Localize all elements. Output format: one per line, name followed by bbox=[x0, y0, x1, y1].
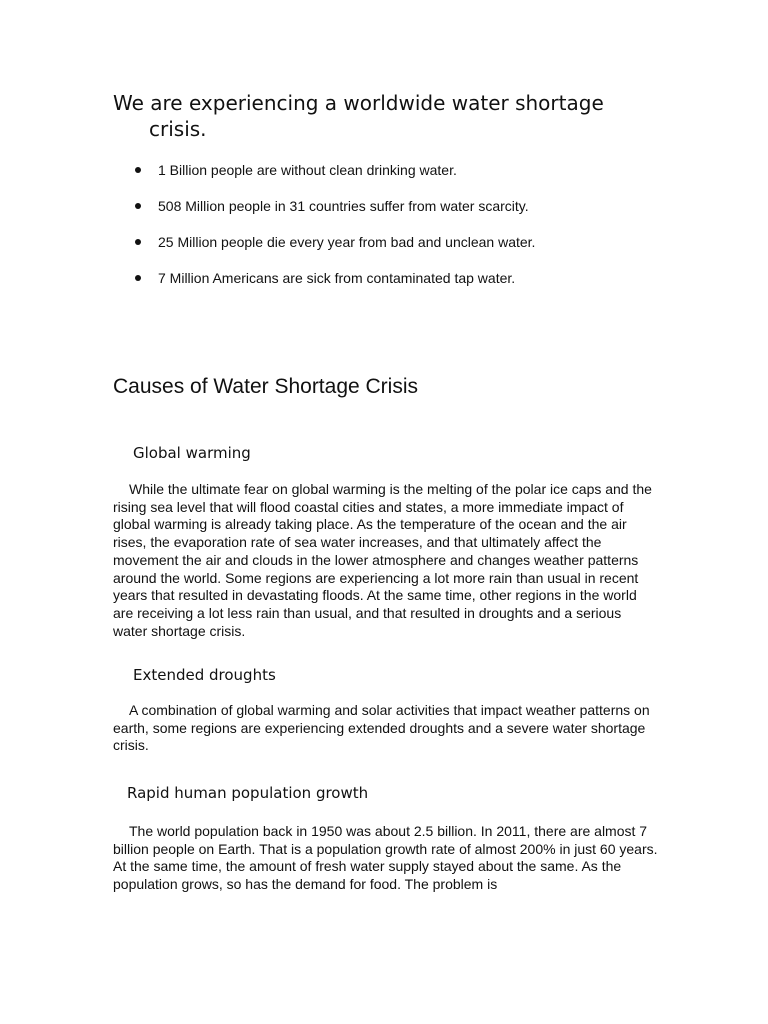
list-item-text: 25 Million people die every year from bad and unclean water. bbox=[158, 234, 536, 250]
bullet-icon bbox=[135, 167, 141, 173]
page-title-line1: We are experiencing a worldwide water shortage bbox=[113, 91, 604, 115]
list-item bbox=[113, 269, 673, 305]
page-title bbox=[113, 90, 633, 142]
list-item bbox=[113, 233, 673, 269]
list-item-text: 7 Million Americans are sick from contaminated tap water. bbox=[158, 270, 516, 286]
section-heading-extended-droughts: Extended droughts bbox=[133, 666, 276, 684]
section-body-population-growth: The world population back in 1950 was about 2.5 billion. In 2011, there are almost 7 billion people on Earth. That is a population growth rate of almost 200% in just 60 years. At the same time, the amount of fresh water supply stayed about the same. As the population grows, so has the demand for food. The problem is bbox=[113, 823, 658, 893]
section-heading-population-growth: Rapid human population growth bbox=[127, 784, 369, 802]
section-heading-global-warming: Global warming bbox=[133, 444, 251, 462]
causes-heading: Causes of Water Shortage Crisis bbox=[113, 375, 419, 398]
bullet-icon bbox=[135, 239, 141, 245]
list-item-text: 508 Million people in 31 countries suffer from water scarcity. bbox=[158, 198, 529, 214]
bullet-icon bbox=[135, 203, 141, 209]
section-body-global-warming: While the ultimate fear on global warming is the melting of the polar ice caps and the rising sea level that will flood coastal cities and states, a more immediate impact of global warming is already taking place. As the temperature of the ocean and the air rises, the evaporation rate of sea water increases, and that ultimately affect the movement the air and clouds in the lower atmosphere and changes weather patterns around the world. Some regions are experiencing a lot more rain than usual in recent years that resulted in devastating floods. At the same time, other regions in the world are receiving a lot less rain than usual, and that resulted in droughts and a serious water shortage crisis. bbox=[113, 481, 652, 639]
list-item bbox=[113, 161, 673, 197]
list-item-text: 1 Billion people are without clean drinking water. bbox=[158, 162, 457, 178]
list-item bbox=[113, 197, 673, 233]
section-body-extended-droughts: A combination of global warming and solar activities that impact weather patterns on earth, some regions are experiencing extended droughts and a severe water shortage crisis. bbox=[113, 702, 650, 754]
page-title-line2: crisis. bbox=[149, 117, 207, 141]
bullet-icon bbox=[135, 275, 141, 281]
statistics-list bbox=[113, 161, 673, 305]
